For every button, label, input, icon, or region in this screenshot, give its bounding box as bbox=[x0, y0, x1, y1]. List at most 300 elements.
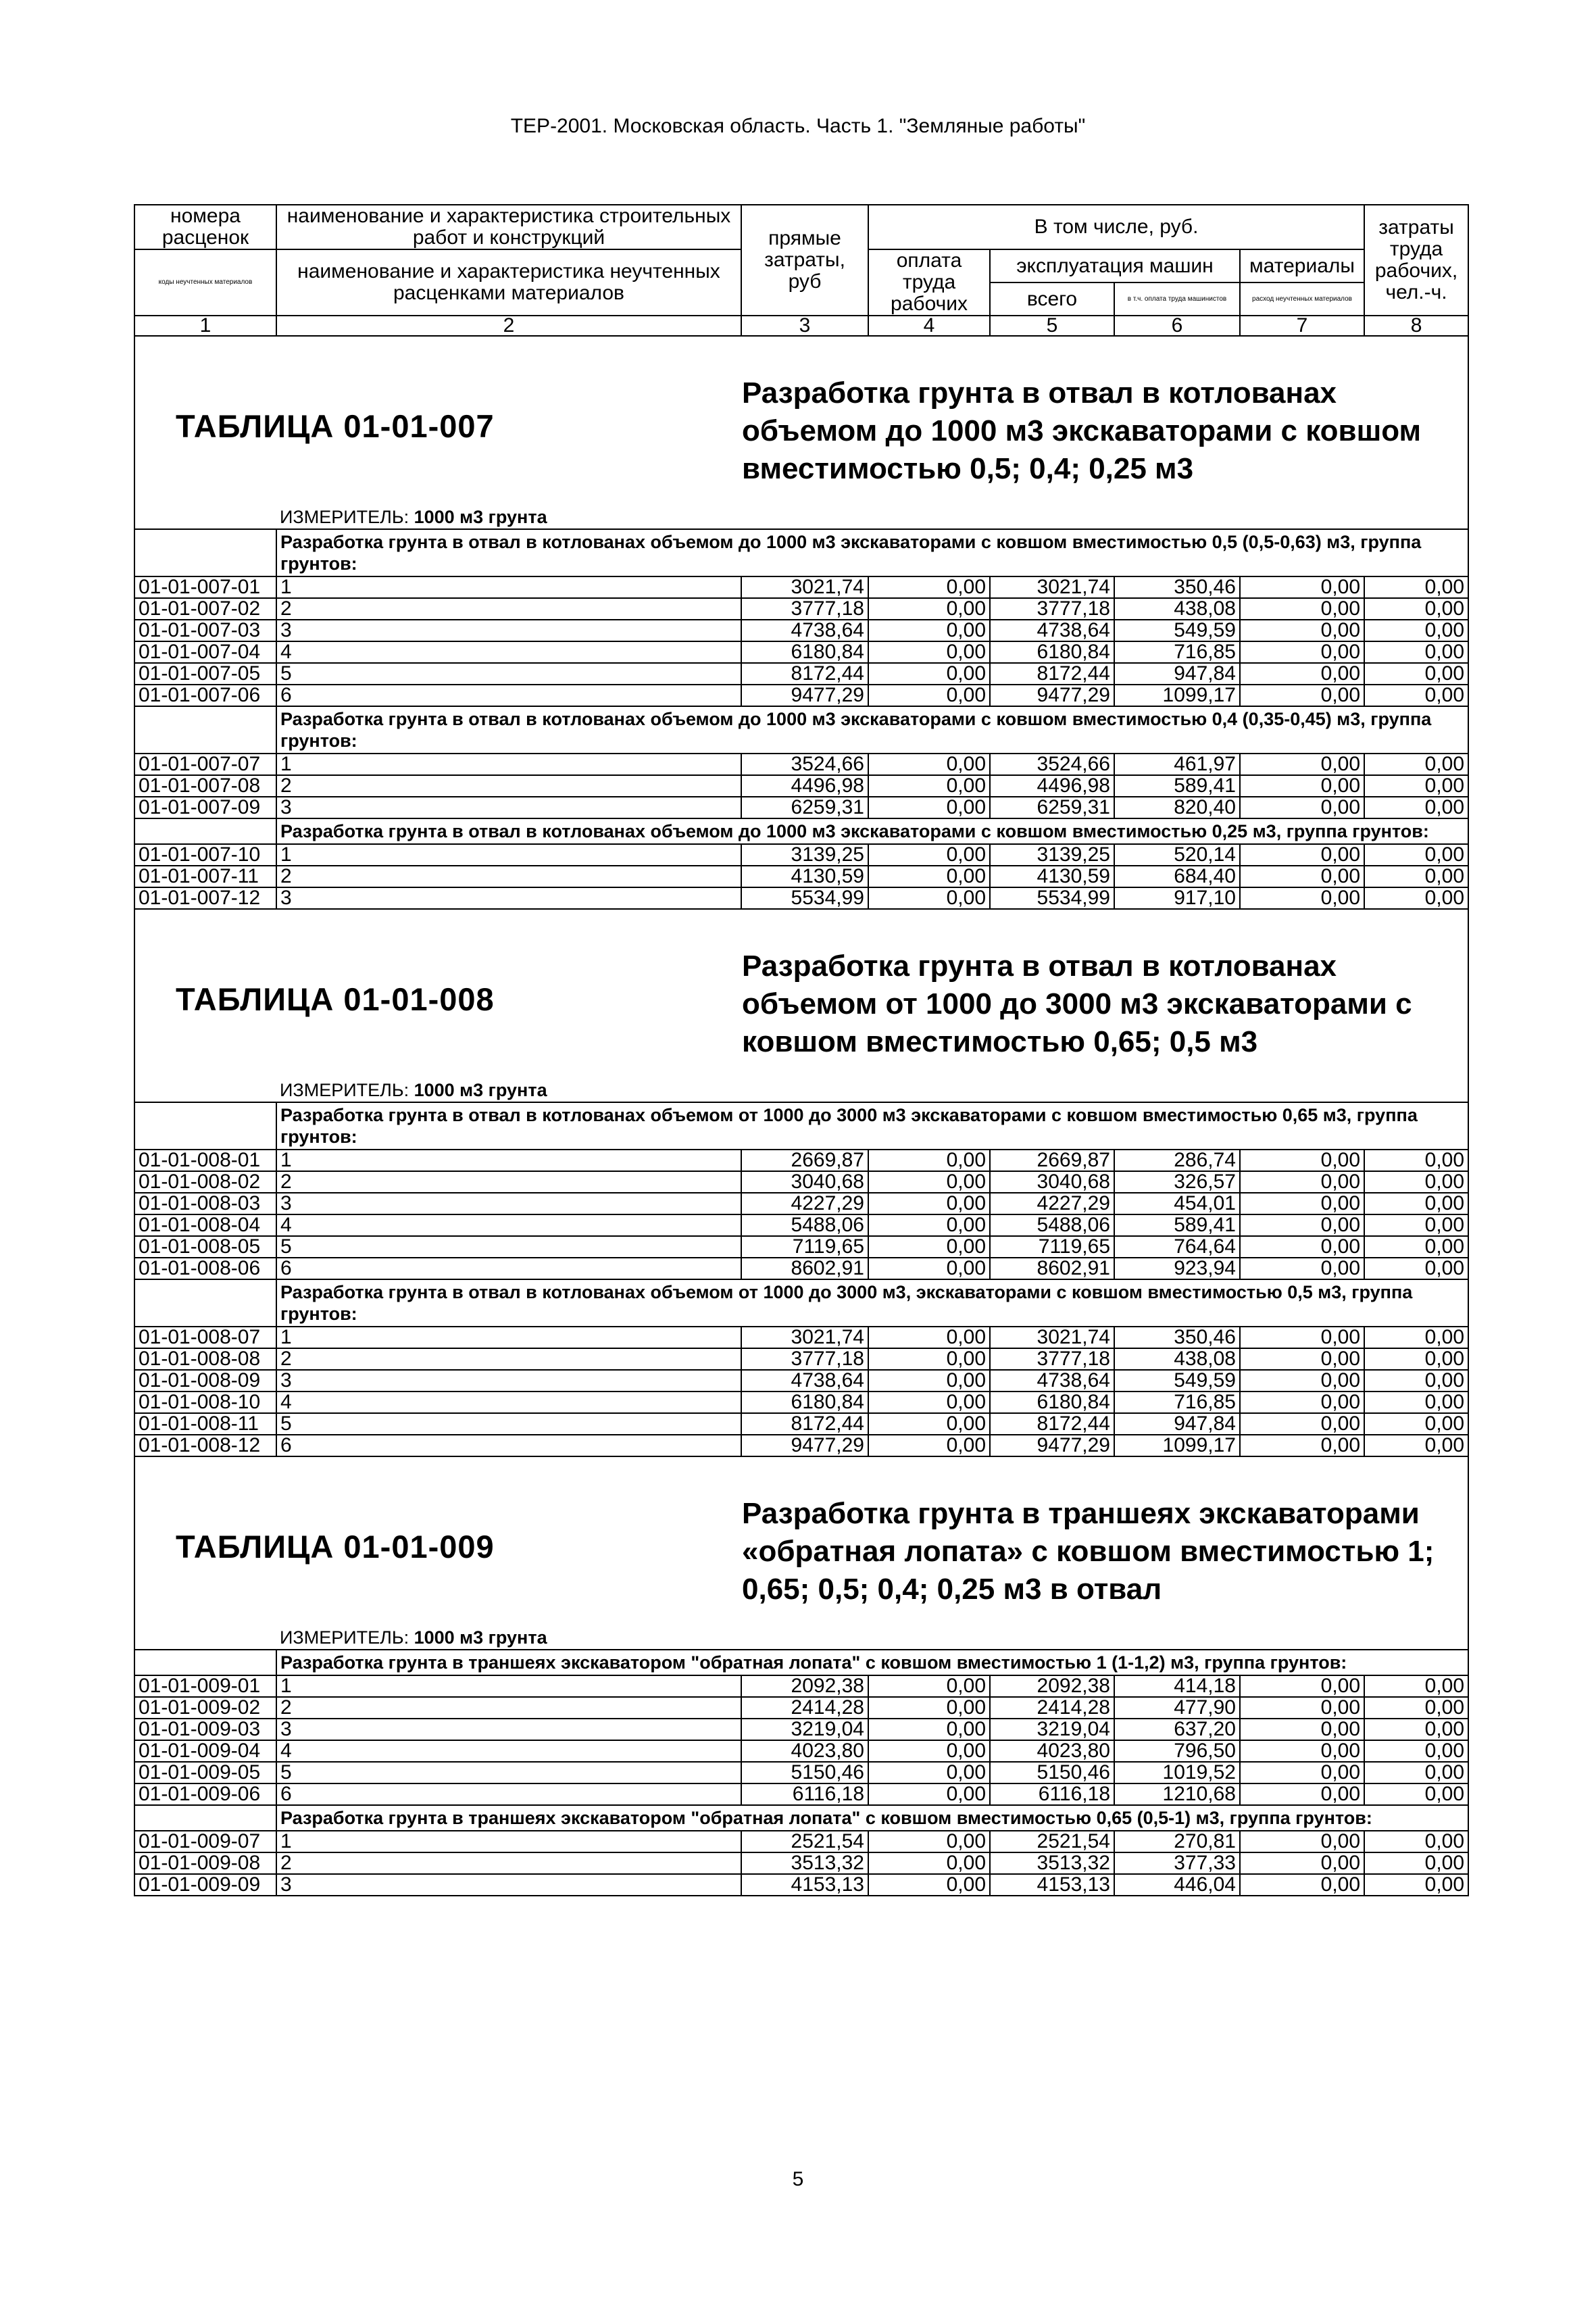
worker-pay: 0,00 bbox=[868, 754, 990, 775]
group-subtitle: Разработка грунта в отвал в котлованах объемом от 1000 до 3000 м3 экскаваторами с ковшом вместимостью 0,65 м3, группа грунтов: bbox=[276, 1102, 1468, 1150]
worker-pay: 0,00 bbox=[868, 1392, 990, 1413]
materials: 0,00 bbox=[1240, 1719, 1364, 1740]
materials: 0,00 bbox=[1240, 1675, 1364, 1697]
subtitle-spacer bbox=[134, 1650, 276, 1675]
materials: 0,00 bbox=[1240, 1762, 1364, 1783]
direct-costs: 7119,65 bbox=[741, 1236, 868, 1258]
soil-group: 1 bbox=[276, 1675, 741, 1697]
rate-code: 01-01-007-03 bbox=[134, 620, 276, 641]
labor-hours: 0,00 bbox=[1364, 1193, 1468, 1214]
machines-total: 3777,18 bbox=[990, 598, 1114, 620]
materials: 0,00 bbox=[1240, 685, 1364, 706]
soil-group: 3 bbox=[276, 1719, 741, 1740]
worker-pay: 0,00 bbox=[868, 1193, 990, 1214]
rate-code: 01-01-008-03 bbox=[134, 1193, 276, 1214]
rates-table bbox=[134, 204, 1469, 1896]
measure-spacer bbox=[134, 1079, 276, 1102]
labor-hours: 0,00 bbox=[1364, 663, 1468, 685]
direct-costs: 8602,91 bbox=[741, 1258, 868, 1279]
labor-hours: 0,00 bbox=[1364, 1171, 1468, 1193]
rate-code: 01-01-007-04 bbox=[134, 641, 276, 663]
rate-code: 01-01-008-08 bbox=[134, 1348, 276, 1370]
measure-unit bbox=[276, 506, 1468, 529]
direct-costs: 3524,66 bbox=[741, 754, 868, 775]
rate-code: 01-01-009-04 bbox=[134, 1740, 276, 1762]
operator-pay: 414,18 bbox=[1114, 1675, 1240, 1697]
operator-pay: 454,01 bbox=[1114, 1193, 1240, 1214]
worker-pay: 0,00 bbox=[868, 663, 990, 685]
machines-total: 4153,13 bbox=[990, 1874, 1114, 1896]
column-index: 6 bbox=[1114, 316, 1240, 336]
section-caption-row bbox=[134, 336, 1468, 506]
direct-costs: 4130,59 bbox=[741, 866, 868, 887]
page-header: ТЕР-2001. Московская область. Часть 1. "Земляные работы" bbox=[510, 115, 1086, 137]
machines-total: 3219,04 bbox=[990, 1719, 1114, 1740]
section-title: Разработка грунта в траншеях экскаваторами «обратная лопата» с ковшом вместимостью 1; 0,65; 0,5; 0,4; 0,25 м3 в отвал bbox=[742, 1497, 1435, 1606]
worker-pay: 0,00 bbox=[868, 685, 990, 706]
soil-group: 2 bbox=[276, 1697, 741, 1719]
soil-group: 1 bbox=[276, 576, 741, 598]
rate-code: 01-01-009-09 bbox=[134, 1874, 276, 1896]
rate-code: 01-01-009-07 bbox=[134, 1831, 276, 1852]
column-index: 1 bbox=[134, 316, 276, 336]
measure-spacer bbox=[134, 506, 276, 529]
table-row bbox=[134, 866, 1468, 887]
group-subtitle: Разработка грунта в отвал в котлованах объемом до 1000 м3 экскаваторами с ковшом вместимостью 0,5 (0,5-0,63) м3, группа грунтов: bbox=[276, 529, 1468, 576]
direct-costs: 6180,84 bbox=[741, 641, 868, 663]
group-subtitle-row bbox=[134, 529, 1468, 576]
labor-hours: 0,00 bbox=[1364, 1327, 1468, 1348]
labor-hours: 0,00 bbox=[1364, 1236, 1468, 1258]
table-row bbox=[134, 685, 1468, 706]
soil-group: 1 bbox=[276, 1327, 741, 1348]
rate-code: 01-01-008-04 bbox=[134, 1214, 276, 1236]
soil-group: 4 bbox=[276, 1392, 741, 1413]
soil-group: 6 bbox=[276, 1435, 741, 1456]
labor-hours: 0,00 bbox=[1364, 576, 1468, 598]
direct-costs: 4738,64 bbox=[741, 620, 868, 641]
rate-code: 01-01-008-11 bbox=[134, 1413, 276, 1435]
rate-code: 01-01-008-10 bbox=[134, 1392, 276, 1413]
machines-total: 5150,46 bbox=[990, 1762, 1114, 1783]
worker-pay: 0,00 bbox=[868, 1150, 990, 1171]
direct-costs: 8172,44 bbox=[741, 1413, 868, 1435]
operator-pay: 286,74 bbox=[1114, 1150, 1240, 1171]
operator-pay: 461,97 bbox=[1114, 754, 1240, 775]
subtitle-spacer bbox=[134, 706, 276, 754]
operator-pay: 1210,68 bbox=[1114, 1783, 1240, 1805]
group-subtitle-row bbox=[134, 1102, 1468, 1150]
direct-costs: 3139,25 bbox=[741, 844, 868, 866]
machines-total: 4023,80 bbox=[990, 1740, 1114, 1762]
materials: 0,00 bbox=[1240, 1370, 1364, 1392]
soil-group: 2 bbox=[276, 1171, 741, 1193]
subtitle-spacer bbox=[134, 818, 276, 844]
worker-pay: 0,00 bbox=[868, 866, 990, 887]
rate-code: 01-01-008-09 bbox=[134, 1370, 276, 1392]
table-row bbox=[134, 1348, 1468, 1370]
labor-hours: 0,00 bbox=[1364, 1258, 1468, 1279]
measure-unit bbox=[276, 1626, 1468, 1650]
table-row bbox=[134, 1435, 1468, 1456]
materials: 0,00 bbox=[1240, 598, 1364, 620]
column-index: 2 bbox=[276, 316, 741, 336]
subtitle-spacer bbox=[134, 1805, 276, 1831]
operator-pay: 446,04 bbox=[1114, 1874, 1240, 1896]
labor-hours: 0,00 bbox=[1364, 598, 1468, 620]
column-index: 7 bbox=[1240, 316, 1364, 336]
materials: 0,00 bbox=[1240, 866, 1364, 887]
materials: 0,00 bbox=[1240, 1327, 1364, 1348]
table-row bbox=[134, 1874, 1468, 1896]
operator-pay: 1019,52 bbox=[1114, 1762, 1240, 1783]
section-caption-row bbox=[134, 909, 1468, 1079]
operator-pay: 947,84 bbox=[1114, 663, 1240, 685]
table-row bbox=[134, 754, 1468, 775]
table-row bbox=[134, 1719, 1468, 1740]
measure-row bbox=[134, 1626, 1468, 1650]
machines-total: 5488,06 bbox=[990, 1214, 1114, 1236]
rate-code: 01-01-009-05 bbox=[134, 1762, 276, 1783]
table-row bbox=[134, 1392, 1468, 1413]
group-subtitle-row bbox=[134, 818, 1468, 844]
direct-costs: 4153,13 bbox=[741, 1874, 868, 1896]
header-material-consumption: расход неучтенных материалов bbox=[1240, 282, 1364, 316]
soil-group: 1 bbox=[276, 754, 741, 775]
rate-code: 01-01-009-02 bbox=[134, 1697, 276, 1719]
header-worker-pay: оплата труда рабочих bbox=[868, 249, 990, 316]
labor-hours: 0,00 bbox=[1364, 1392, 1468, 1413]
labor-hours: 0,00 bbox=[1364, 620, 1468, 641]
worker-pay: 0,00 bbox=[868, 1675, 990, 1697]
table-row bbox=[134, 1193, 1468, 1214]
materials: 0,00 bbox=[1240, 775, 1364, 797]
direct-costs: 5488,06 bbox=[741, 1214, 868, 1236]
materials: 0,00 bbox=[1240, 1392, 1364, 1413]
operator-pay: 1099,17 bbox=[1114, 685, 1240, 706]
section-code: ТАБЛИЦА 01-01-008 bbox=[176, 981, 495, 1017]
soil-group: 3 bbox=[276, 1193, 741, 1214]
machines-total: 6259,31 bbox=[990, 797, 1114, 818]
header-material-codes: коды неучтенных материалов bbox=[134, 249, 276, 316]
labor-hours: 0,00 bbox=[1364, 1783, 1468, 1805]
soil-group: 2 bbox=[276, 598, 741, 620]
soil-group: 3 bbox=[276, 887, 741, 909]
table-row bbox=[134, 797, 1468, 818]
subtitle-spacer bbox=[134, 529, 276, 576]
operator-pay: 716,85 bbox=[1114, 641, 1240, 663]
direct-costs: 3040,68 bbox=[741, 1171, 868, 1193]
operator-pay: 589,41 bbox=[1114, 775, 1240, 797]
rate-code: 01-01-007-05 bbox=[134, 663, 276, 685]
labor-hours: 0,00 bbox=[1364, 887, 1468, 909]
machines-total: 3021,74 bbox=[990, 576, 1114, 598]
materials: 0,00 bbox=[1240, 576, 1364, 598]
soil-group: 1 bbox=[276, 1150, 741, 1171]
labor-hours: 0,00 bbox=[1364, 1740, 1468, 1762]
operator-pay: 947,84 bbox=[1114, 1413, 1240, 1435]
rate-code: 01-01-008-01 bbox=[134, 1150, 276, 1171]
operator-pay: 377,33 bbox=[1114, 1852, 1240, 1874]
group-subtitle-row bbox=[134, 1279, 1468, 1327]
rate-code: 01-01-007-12 bbox=[134, 887, 276, 909]
rate-code: 01-01-007-11 bbox=[134, 866, 276, 887]
machines-total: 3524,66 bbox=[990, 754, 1114, 775]
materials: 0,00 bbox=[1240, 1413, 1364, 1435]
worker-pay: 0,00 bbox=[868, 844, 990, 866]
measure-spacer bbox=[134, 1626, 276, 1650]
rate-code: 01-01-007-01 bbox=[134, 576, 276, 598]
direct-costs: 2092,38 bbox=[741, 1675, 868, 1697]
header-operator-pay: в т.ч. оплата труда машинистов bbox=[1114, 282, 1240, 316]
labor-hours: 0,00 bbox=[1364, 844, 1468, 866]
group-subtitle: Разработка грунта в траншеях экскаватором "обратная лопата" с ковшом вместимостью 0,65 (0,5-1) м3, группа грунтов: bbox=[276, 1805, 1468, 1831]
section-code: ТАБЛИЦА 01-01-007 bbox=[176, 408, 495, 444]
section-caption bbox=[134, 336, 1468, 506]
group-subtitle: Разработка грунта в отвал в котлованах объемом до 1000 м3 экскаваторами с ковшом вместимостью 0,4 (0,35-0,45) м3, группа грунтов: bbox=[276, 706, 1468, 754]
page-number: 5 bbox=[792, 2168, 804, 2190]
soil-group: 6 bbox=[276, 1258, 741, 1279]
table-row bbox=[134, 641, 1468, 663]
machines-total: 6116,18 bbox=[990, 1783, 1114, 1805]
labor-hours: 0,00 bbox=[1364, 1719, 1468, 1740]
machines-total: 2092,38 bbox=[990, 1675, 1114, 1697]
column-index: 3 bbox=[741, 316, 868, 336]
materials: 0,00 bbox=[1240, 1236, 1364, 1258]
group-subtitle: Разработка грунта в отвал в котлованах объемом до 1000 м3 экскаваторами с ковшом вместимостью 0,25 м3, группа грунтов: bbox=[276, 818, 1468, 844]
table-row bbox=[134, 1150, 1468, 1171]
measure-value: 1000 м3 грунта bbox=[414, 1080, 547, 1100]
rate-code: 01-01-009-08 bbox=[134, 1852, 276, 1874]
machines-total: 6180,84 bbox=[990, 1392, 1114, 1413]
materials: 0,00 bbox=[1240, 887, 1364, 909]
worker-pay: 0,00 bbox=[868, 1413, 990, 1435]
subtitle-spacer bbox=[134, 1102, 276, 1150]
direct-costs: 6180,84 bbox=[741, 1392, 868, 1413]
table-row bbox=[134, 1370, 1468, 1392]
rate-code: 01-01-007-06 bbox=[134, 685, 276, 706]
machines-total: 9477,29 bbox=[990, 685, 1114, 706]
table-body bbox=[134, 205, 1468, 1896]
direct-costs: 3021,74 bbox=[741, 576, 868, 598]
worker-pay: 0,00 bbox=[868, 1783, 990, 1805]
worker-pay: 0,00 bbox=[868, 1852, 990, 1874]
materials: 0,00 bbox=[1240, 754, 1364, 775]
operator-pay: 716,85 bbox=[1114, 1392, 1240, 1413]
labor-hours: 0,00 bbox=[1364, 775, 1468, 797]
rate-code: 01-01-008-05 bbox=[134, 1236, 276, 1258]
worker-pay: 0,00 bbox=[868, 797, 990, 818]
worker-pay: 0,00 bbox=[868, 1874, 990, 1896]
group-subtitle: Разработка грунта в отвал в котлованах объемом от 1000 до 3000 м3, экскаваторами с ковшом вместимостью 0,5 м3, группа грунтов: bbox=[276, 1279, 1468, 1327]
rate-code: 01-01-008-12 bbox=[134, 1435, 276, 1456]
operator-pay: 438,08 bbox=[1114, 1348, 1240, 1370]
section-caption-row bbox=[134, 1456, 1468, 1626]
soil-group: 3 bbox=[276, 620, 741, 641]
operator-pay: 923,94 bbox=[1114, 1258, 1240, 1279]
labor-hours: 0,00 bbox=[1364, 1435, 1468, 1456]
soil-group: 2 bbox=[276, 866, 741, 887]
operator-pay: 917,10 bbox=[1114, 887, 1240, 909]
worker-pay: 0,00 bbox=[868, 1348, 990, 1370]
materials: 0,00 bbox=[1240, 1852, 1364, 1874]
measure-label: ИЗМЕРИТЕЛЬ: bbox=[280, 1080, 409, 1100]
direct-costs: 4023,80 bbox=[741, 1740, 868, 1762]
table-row bbox=[134, 775, 1468, 797]
direct-costs: 5150,46 bbox=[741, 1762, 868, 1783]
materials: 0,00 bbox=[1240, 1697, 1364, 1719]
machines-total: 8172,44 bbox=[990, 663, 1114, 685]
soil-group: 4 bbox=[276, 1214, 741, 1236]
operator-pay: 438,08 bbox=[1114, 598, 1240, 620]
direct-costs: 3219,04 bbox=[741, 1719, 868, 1740]
direct-costs: 9477,29 bbox=[741, 685, 868, 706]
operator-pay: 350,46 bbox=[1114, 1327, 1240, 1348]
machines-total: 3021,74 bbox=[990, 1327, 1114, 1348]
machines-total: 4738,64 bbox=[990, 620, 1114, 641]
operator-pay: 589,41 bbox=[1114, 1214, 1240, 1236]
header-materials: материалы bbox=[1240, 249, 1364, 282]
machines-total: 4130,59 bbox=[990, 866, 1114, 887]
header-index-row bbox=[134, 316, 1468, 336]
header-row-1 bbox=[134, 205, 1468, 249]
materials: 0,00 bbox=[1240, 1150, 1364, 1171]
worker-pay: 0,00 bbox=[868, 1435, 990, 1456]
soil-group: 2 bbox=[276, 1852, 741, 1874]
rate-code: 01-01-009-01 bbox=[134, 1675, 276, 1697]
machines-total: 4738,64 bbox=[990, 1370, 1114, 1392]
rate-code: 01-01-007-02 bbox=[134, 598, 276, 620]
soil-group: 3 bbox=[276, 797, 741, 818]
worker-pay: 0,00 bbox=[868, 576, 990, 598]
machines-total: 9477,29 bbox=[990, 1435, 1114, 1456]
rate-code: 01-01-008-02 bbox=[134, 1171, 276, 1193]
operator-pay: 637,20 bbox=[1114, 1719, 1240, 1740]
direct-costs: 6259,31 bbox=[741, 797, 868, 818]
table-row bbox=[134, 1171, 1468, 1193]
direct-costs: 4496,98 bbox=[741, 775, 868, 797]
header-work-name: наименование и характеристика строительных работ и конструкций bbox=[276, 205, 741, 249]
rate-code: 01-01-007-09 bbox=[134, 797, 276, 818]
worker-pay: 0,00 bbox=[868, 1214, 990, 1236]
table-row bbox=[134, 663, 1468, 685]
operator-pay: 270,81 bbox=[1114, 1831, 1240, 1852]
materials: 0,00 bbox=[1240, 641, 1364, 663]
soil-group: 6 bbox=[276, 1783, 741, 1805]
worker-pay: 0,00 bbox=[868, 1831, 990, 1852]
soil-group: 5 bbox=[276, 1236, 741, 1258]
group-subtitle-row bbox=[134, 1805, 1468, 1831]
table-row bbox=[134, 844, 1468, 866]
table-row bbox=[134, 1740, 1468, 1762]
direct-costs: 5534,99 bbox=[741, 887, 868, 909]
worker-pay: 0,00 bbox=[868, 1719, 990, 1740]
worker-pay: 0,00 bbox=[868, 887, 990, 909]
soil-group: 5 bbox=[276, 1413, 741, 1435]
labor-hours: 0,00 bbox=[1364, 797, 1468, 818]
measure-unit bbox=[276, 1079, 1468, 1102]
direct-costs: 3021,74 bbox=[741, 1327, 868, 1348]
operator-pay: 549,59 bbox=[1114, 1370, 1240, 1392]
direct-costs: 6116,18 bbox=[741, 1783, 868, 1805]
operator-pay: 326,57 bbox=[1114, 1171, 1240, 1193]
table-row bbox=[134, 1413, 1468, 1435]
section-caption bbox=[134, 1456, 1468, 1626]
operator-pay: 820,40 bbox=[1114, 797, 1240, 818]
worker-pay: 0,00 bbox=[868, 641, 990, 663]
rate-code: 01-01-009-06 bbox=[134, 1783, 276, 1805]
machines-total: 4227,29 bbox=[990, 1193, 1114, 1214]
soil-group: 5 bbox=[276, 663, 741, 685]
header-machine-operation: эксплуатация машин bbox=[990, 249, 1240, 282]
section-code: ТАБЛИЦА 01-01-009 bbox=[176, 1529, 495, 1565]
labor-hours: 0,00 bbox=[1364, 1852, 1468, 1874]
labor-hours: 0,00 bbox=[1364, 1370, 1468, 1392]
materials: 0,00 bbox=[1240, 1740, 1364, 1762]
measure-label: ИЗМЕРИТЕЛЬ: bbox=[280, 1627, 409, 1648]
materials: 0,00 bbox=[1240, 620, 1364, 641]
worker-pay: 0,00 bbox=[868, 598, 990, 620]
table-row bbox=[134, 1236, 1468, 1258]
operator-pay: 520,14 bbox=[1114, 844, 1240, 866]
machines-total: 8602,91 bbox=[990, 1258, 1114, 1279]
table-row bbox=[134, 1762, 1468, 1783]
soil-group: 1 bbox=[276, 1831, 741, 1852]
labor-hours: 0,00 bbox=[1364, 1348, 1468, 1370]
labor-hours: 0,00 bbox=[1364, 1214, 1468, 1236]
materials: 0,00 bbox=[1240, 1831, 1364, 1852]
soil-group: 6 bbox=[276, 685, 741, 706]
worker-pay: 0,00 bbox=[868, 1258, 990, 1279]
column-index: 5 bbox=[990, 316, 1114, 336]
rate-code: 01-01-007-10 bbox=[134, 844, 276, 866]
rate-code: 01-01-008-07 bbox=[134, 1327, 276, 1348]
labor-hours: 0,00 bbox=[1364, 754, 1468, 775]
labor-hours: 0,00 bbox=[1364, 1874, 1468, 1896]
labor-hours: 0,00 bbox=[1364, 1831, 1468, 1852]
direct-costs: 3513,32 bbox=[741, 1852, 868, 1874]
table-row bbox=[134, 576, 1468, 598]
operator-pay: 684,40 bbox=[1114, 866, 1240, 887]
header-rate-numbers: номера расценок bbox=[134, 205, 276, 249]
column-index: 4 bbox=[868, 316, 990, 336]
column-index: 8 bbox=[1364, 316, 1468, 336]
direct-costs: 8172,44 bbox=[741, 663, 868, 685]
materials: 0,00 bbox=[1240, 663, 1364, 685]
soil-group: 3 bbox=[276, 1874, 741, 1896]
header-labor-hours: затраты труда рабочих, чел.-ч. bbox=[1364, 205, 1468, 316]
machines-total: 8172,44 bbox=[990, 1413, 1114, 1435]
rate-code: 01-01-008-06 bbox=[134, 1258, 276, 1279]
table-row bbox=[134, 620, 1468, 641]
rate-code: 01-01-009-03 bbox=[134, 1719, 276, 1740]
rate-code: 01-01-007-07 bbox=[134, 754, 276, 775]
machines-total: 5534,99 bbox=[990, 887, 1114, 909]
direct-costs: 3777,18 bbox=[741, 1348, 868, 1370]
worker-pay: 0,00 bbox=[868, 1697, 990, 1719]
materials: 0,00 bbox=[1240, 1258, 1364, 1279]
operator-pay: 1099,17 bbox=[1114, 1435, 1240, 1456]
machines-total: 3513,32 bbox=[990, 1852, 1114, 1874]
section-title: Разработка грунта в отвал в котлованах объемом до 1000 м3 экскаваторами с ковшом вместимостью 0,5; 0,4; 0,25 м3 bbox=[742, 376, 1422, 485]
table-row bbox=[134, 1214, 1468, 1236]
header-including: В том числе, руб. bbox=[868, 205, 1364, 249]
materials: 0,00 bbox=[1240, 1348, 1364, 1370]
table-row bbox=[134, 1783, 1468, 1805]
table-row bbox=[134, 887, 1468, 909]
materials: 0,00 bbox=[1240, 1783, 1364, 1805]
labor-hours: 0,00 bbox=[1364, 1697, 1468, 1719]
